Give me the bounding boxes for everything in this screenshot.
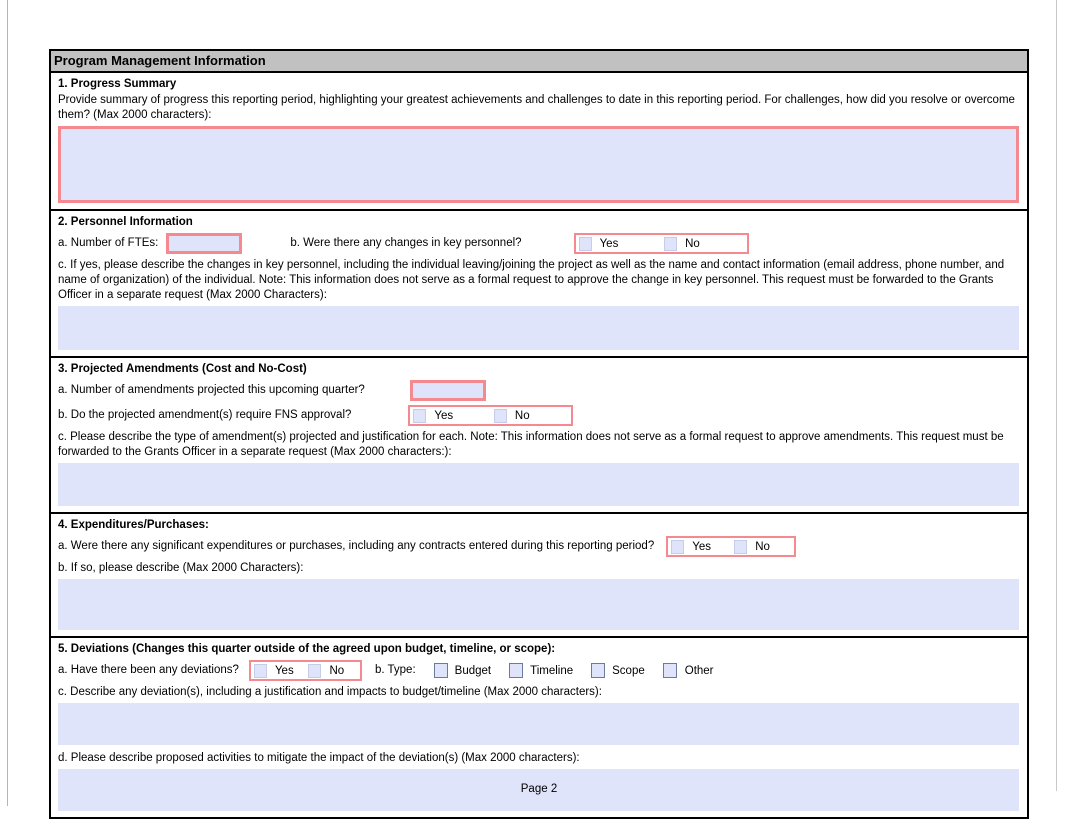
page-number: Page 2 [520, 783, 558, 795]
key-personnel-change-yesno-group [574, 233, 749, 254]
scope-checkbox[interactable] [591, 663, 605, 678]
deviation-mitigation-label: d. Please describe proposed activities to mitigate the impact of the deviation(s) (Max 2000 characters): [58, 752, 580, 764]
personnel-changes-textarea[interactable] [58, 306, 1019, 350]
key-personnel-no-checkbox[interactable] [664, 237, 677, 251]
deviations-yes-checkbox[interactable] [254, 664, 267, 678]
no-label: No [514, 409, 530, 422]
personnel-changes-instructions: c. If yes, please describe the changes in key personnel, including the individual leaving/joining the project as well as the name and contact information (email address, phone number, and name of organization) of the individual. Note: This information does not serve as a formal request to approve the change in key personnel. This request must be forwarded to the Grants Officer in a separate request (Max 2000 Characters): [58, 259, 1005, 301]
expenditures-yes-option[interactable] [668, 538, 731, 555]
fns-approval-yesno-group [408, 405, 573, 426]
section-5-title: 5. Deviations (Changes this quarter outside of the agreed upon budget, timeline, or scope): [58, 643, 556, 655]
deviation-type-budget-option[interactable] [434, 663, 491, 678]
deviations-no-option[interactable] [305, 662, 360, 679]
page-right-edge [1056, 0, 1057, 791]
section-projected-amendments [51, 356, 1027, 506]
timeline-label: Timeline [530, 664, 574, 677]
expenditures-describe-label: b. If so, please describe (Max 2000 Characters): [58, 562, 304, 574]
key-personnel-yes-option[interactable] [576, 235, 662, 252]
amendments-count-label: a. Number of amendments projected this upcoming quarter? [58, 384, 365, 396]
yes-label: Yes [692, 540, 711, 553]
scope-label: Scope [612, 664, 645, 677]
section-2-title: 2. Personnel Information [58, 216, 193, 228]
progress-summary-instructions: Provide summary of progress this reporting period, highlighting your greatest achievements and challenges to date in this reporting period. For challenges, how did you resolve or overcome them? (Max 2000 characters): [58, 94, 1015, 121]
amendments-description-instructions: c. Please describe the type of amendment(s) projected and justification for each. Note: This information does not serve as a formal request to approve amendments. This request must be forwarded to the Grants Officer in a separate request (Max 2000 characters:): [58, 431, 1004, 458]
section-1-title: 1. Progress Summary [58, 78, 177, 90]
number-of-ftes-input[interactable] [166, 233, 242, 254]
key-personnel-change-label: b. Were there any changes in key personnel? [290, 237, 522, 249]
expenditures-yesno-group [666, 536, 796, 557]
progress-summary-textarea[interactable] [58, 126, 1019, 203]
key-personnel-no-option[interactable] [661, 235, 747, 252]
section-personnel-information [51, 209, 1027, 350]
other-label: Other [684, 664, 714, 677]
no-label: No [329, 664, 345, 677]
amendments-description-textarea[interactable] [58, 463, 1019, 506]
deviations-yes-option[interactable] [251, 662, 306, 679]
fns-approval-yes-option[interactable] [410, 407, 491, 424]
section-progress-summary [51, 73, 1027, 203]
deviation-type-label: b. Type: [374, 664, 416, 676]
section-3-title: 3. Projected Amendments (Cost and No-Cost) [58, 363, 307, 375]
timeline-checkbox[interactable] [509, 663, 523, 678]
other-checkbox[interactable] [663, 663, 677, 678]
deviation-describe-label: c. Describe any deviation(s), including a justification and impacts to budget/timeline (Max 2000 characters): [58, 686, 602, 698]
no-label: No [685, 237, 700, 250]
deviation-description-textarea[interactable] [58, 703, 1019, 745]
fns-approval-label: b. Do the projected amendment(s) require FNS approval? [58, 409, 352, 421]
yes-label: Yes [599, 237, 619, 250]
deviation-type-timeline-option[interactable] [509, 663, 573, 678]
expenditures-no-checkbox[interactable] [734, 540, 747, 554]
section-expenditures-purchases [51, 512, 1027, 630]
key-personnel-yes-checkbox[interactable] [579, 237, 592, 251]
deviations-row-a-b [58, 660, 1019, 681]
program-management-form-table [49, 49, 1029, 819]
deviations-question-label: a. Have there been any deviations? [58, 664, 239, 676]
fns-approval-no-checkbox[interactable] [494, 409, 507, 423]
budget-label: Budget [454, 664, 492, 677]
deviations-no-checkbox[interactable] [308, 664, 321, 678]
amendments-row-b [58, 405, 1019, 426]
section-4-title: 4. Expenditures/Purchases: [58, 519, 209, 531]
yes-label: Yes [274, 664, 294, 677]
deviation-type-scope-option[interactable] [591, 663, 645, 678]
amendments-row-a [58, 380, 1019, 401]
expenditures-question-label: a. Were there any significant expenditures or purchases, including any contracts entered during this reporting period? [58, 540, 655, 552]
expenditures-row-a [58, 536, 1019, 557]
no-label: No [755, 540, 770, 553]
page-left-edge [7, 0, 8, 806]
yes-label: Yes [434, 409, 454, 422]
number-of-ftes-label: a. Number of FTEs: [58, 237, 159, 249]
personnel-row-a-b [58, 233, 1019, 254]
expenditures-no-option[interactable] [731, 538, 794, 555]
fns-approval-yes-checkbox[interactable] [413, 409, 426, 423]
form-header-bar: Program Management Information [51, 51, 1027, 73]
fns-approval-no-option[interactable] [491, 407, 572, 424]
deviations-yesno-group [249, 660, 362, 681]
budget-checkbox[interactable] [434, 663, 448, 678]
deviation-type-other-option[interactable] [663, 663, 714, 678]
expenditures-yes-checkbox[interactable] [671, 540, 684, 554]
expenditures-description-textarea[interactable] [58, 579, 1019, 630]
amendments-count-input[interactable] [410, 380, 486, 401]
